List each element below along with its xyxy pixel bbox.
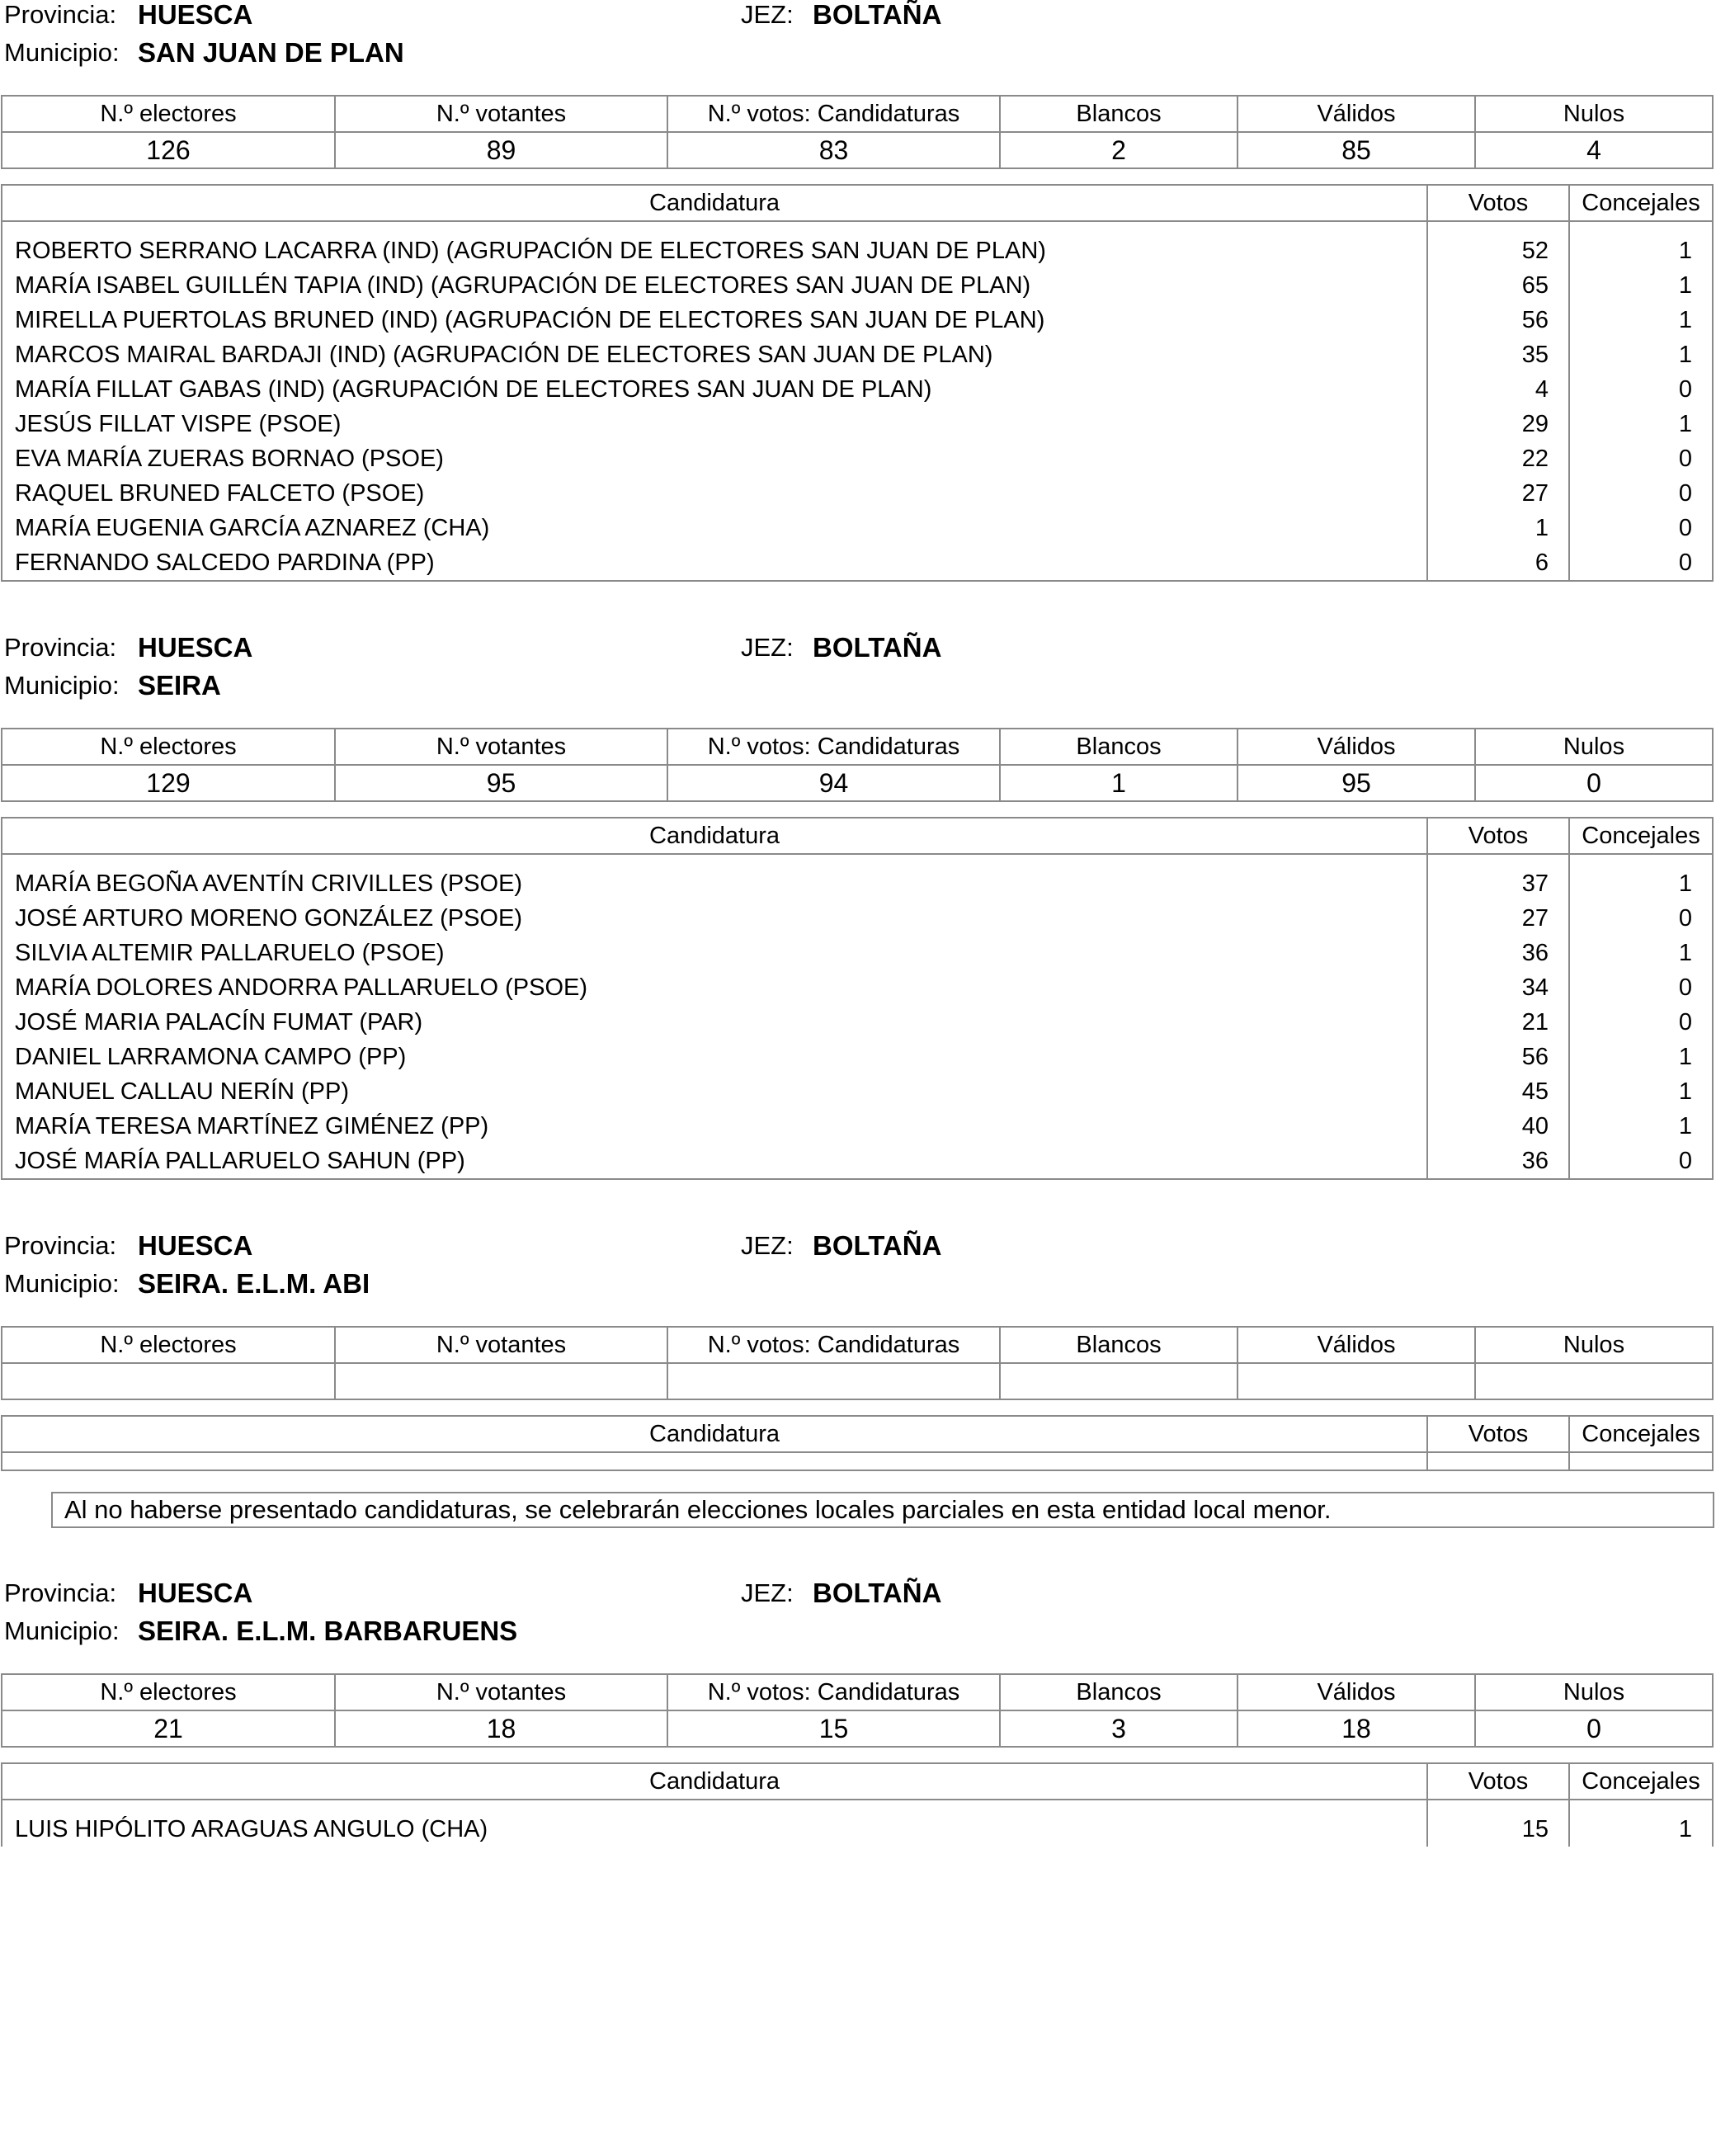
stats-value: [667, 1363, 1000, 1399]
candidate-votos: 27: [1427, 901, 1569, 936]
candidate-concejales: 0: [1569, 1005, 1713, 1040]
stats-header: Blancos: [1000, 729, 1238, 765]
provincia-value: HUESCA: [138, 0, 253, 30]
stats-value: 2: [1000, 132, 1238, 168]
stats-header: N.º votos: Candidaturas: [667, 96, 1000, 132]
provincia-value: HUESCA: [138, 632, 253, 663]
stats-header: N.º electores: [2, 729, 335, 765]
municipio-value: SEIRA. E.L.M. BARBARUENS: [138, 1616, 518, 1646]
candidate-name: FERNANDO SALCEDO PARDINA (PP): [2, 545, 1427, 581]
candidate-concejales: 0: [1569, 441, 1713, 476]
candidate-concejales: 1: [1569, 407, 1713, 441]
stats-value: 85: [1238, 132, 1475, 168]
stats-header: N.º votos: Candidaturas: [667, 729, 1000, 765]
stats-header: Nulos: [1475, 96, 1713, 132]
provincia-value: HUESCA: [138, 1230, 253, 1261]
candidate-name: MARÍA ISABEL GUILLÉN TAPIA (IND) (AGRUPACIÓN DE ELECTORES SAN JUAN DE PLAN): [2, 268, 1427, 303]
candidates-header-row: [2, 1763, 1713, 1800]
votos-header: Votos: [1427, 818, 1569, 854]
candidate-concejales: 0: [1569, 970, 1713, 1005]
candidate-concejales: 1: [1569, 1074, 1713, 1109]
votos-header: Votos: [1427, 1416, 1569, 1452]
candidate-row: [2, 970, 1713, 1005]
candidate-name: JOSÉ ARTURO MORENO GONZÁLEZ (PSOE): [2, 901, 1427, 936]
provincia-label: Provincia:: [4, 1231, 117, 1260]
jez-label: JEZ:: [741, 633, 794, 662]
stats-header: N.º votos: Candidaturas: [667, 1327, 1000, 1363]
candidate-row: [2, 441, 1713, 476]
municipality-section: [0, 1578, 1716, 2156]
candidate-row: [2, 476, 1713, 511]
stats-header: N.º electores: [2, 1674, 335, 1710]
stats-table: [1, 95, 1714, 169]
candidate-concejales: 1: [1569, 1800, 1713, 1847]
stats-header: N.º votantes: [335, 729, 667, 765]
candidate-row: [2, 1144, 1713, 1179]
candidate-row: [2, 1005, 1713, 1040]
candidates-table: [1, 817, 1714, 1180]
provincia-label: Provincia:: [4, 0, 117, 29]
candidate-name: ROBERTO SERRANO LACARRA (IND) (AGRUPACIÓN DE ELECTORES SAN JUAN DE PLAN): [2, 221, 1427, 268]
candidate-name: MANUEL CALLAU NERÍN (PP): [2, 1074, 1427, 1109]
stats-header-row: [2, 1674, 1713, 1710]
municipality-section: [0, 633, 1716, 1210]
candidate-votos: 1: [1427, 511, 1569, 545]
jez-label: JEZ:: [741, 1231, 794, 1260]
candidatura-header: Candidatura: [2, 1416, 1427, 1452]
candidate-votos: 15: [1427, 1800, 1569, 1847]
stats-value: 89: [335, 132, 667, 168]
stats-value: [1238, 1363, 1475, 1399]
candidate-concejales: 0: [1569, 476, 1713, 511]
candidate-row: [2, 511, 1713, 545]
municipality-section: [0, 0, 1716, 578]
candidate-concejales: 1: [1569, 337, 1713, 372]
stats-header: Válidos: [1238, 1327, 1475, 1363]
candidate-row: [2, 407, 1713, 441]
stats-value: 94: [667, 765, 1000, 801]
candidatura-header: Candidatura: [2, 185, 1427, 221]
concejales-header: Concejales: [1569, 1763, 1713, 1800]
candidate-row: [2, 545, 1713, 581]
candidates-table: [1, 1762, 1714, 1847]
stats-value: 3: [1000, 1710, 1238, 1747]
candidate-votos: 56: [1427, 303, 1569, 337]
stats-value: 126: [2, 132, 335, 168]
stats-header: Blancos: [1000, 96, 1238, 132]
candidate-votos: 56: [1427, 1040, 1569, 1074]
candidate-name: DANIEL LARRAMONA CAMPO (PP): [2, 1040, 1427, 1074]
stats-header: N.º votos: Candidaturas: [667, 1674, 1000, 1710]
municipio-label: Municipio:: [4, 1269, 120, 1298]
candidate-name: SILVIA ALTEMIR PALLARUELO (PSOE): [2, 936, 1427, 970]
candidate-concejales: 1: [1569, 1040, 1713, 1074]
candidate-concejales: 1: [1569, 303, 1713, 337]
candidate-name: MARÍA BEGOÑA AVENTÍN CRIVILLES (PSOE): [2, 854, 1427, 901]
candidate-name: MARCOS MAIRAL BARDAJI (IND) (AGRUPACIÓN DE ELECTORES SAN JUAN DE PLAN): [2, 337, 1427, 372]
stats-table: [1, 1326, 1714, 1400]
candidate-row: [2, 854, 1713, 901]
candidate-row: [2, 1074, 1713, 1109]
provincia-value: HUESCA: [138, 1578, 253, 1608]
candidates-table: [1, 184, 1714, 582]
candidate-concejales: 0: [1569, 372, 1713, 407]
stats-table: [1, 1673, 1714, 1748]
candidate-votos: 27: [1427, 476, 1569, 511]
stats-header: Válidos: [1238, 96, 1475, 132]
stats-value: 18: [335, 1710, 667, 1747]
stats-header: N.º votantes: [335, 1674, 667, 1710]
stats-header: N.º electores: [2, 1327, 335, 1363]
candidate-votos: 65: [1427, 268, 1569, 303]
candidate-name: RAQUEL BRUNED FALCETO (PSOE): [2, 476, 1427, 511]
candidate-row: [2, 1040, 1713, 1074]
stats-value: [335, 1363, 667, 1399]
candidates-header-row: [2, 1416, 1713, 1452]
stats-header-row: [2, 729, 1713, 765]
stats-header: N.º votantes: [335, 96, 667, 132]
provincia-label: Provincia:: [4, 1578, 117, 1607]
candidate-name: MARÍA EUGENIA GARCÍA AZNAREZ (CHA): [2, 511, 1427, 545]
candidate-votos: 45: [1427, 1074, 1569, 1109]
candidate-name: LUIS HIPÓLITO ARAGUAS ANGULO (CHA): [2, 1800, 1427, 1847]
candidate-votos: 40: [1427, 1109, 1569, 1144]
stats-header: Blancos: [1000, 1674, 1238, 1710]
stats-header: Blancos: [1000, 1327, 1238, 1363]
candidate-concejales: 1: [1569, 936, 1713, 970]
stats-header: N.º votantes: [335, 1327, 667, 1363]
notice-text: Al no haberse presentado candidaturas, se celebrarán elecciones locales parciales en esta entidad local menor.: [51, 1492, 1714, 1528]
jez-value: BOLTAÑA: [813, 0, 942, 30]
candidate-votos: 22: [1427, 441, 1569, 476]
candidates-header-row: [2, 818, 1713, 854]
candidate-votos: 29: [1427, 407, 1569, 441]
stats-value: 21: [2, 1710, 335, 1747]
candidate-name: MARÍA TERESA MARTÍNEZ GIMÉNEZ (PP): [2, 1109, 1427, 1144]
stats-value: [1475, 1363, 1713, 1399]
empty-cell: [2, 1452, 1427, 1470]
stats-table: [1, 728, 1714, 802]
candidatura-header: Candidatura: [2, 1763, 1427, 1800]
candidatura-header: Candidatura: [2, 818, 1427, 854]
municipio-value: SAN JUAN DE PLAN: [138, 37, 404, 68]
candidate-concejales: 0: [1569, 545, 1713, 581]
concejales-header: Concejales: [1569, 185, 1713, 221]
stats-header: Válidos: [1238, 1674, 1475, 1710]
candidate-concejales: 0: [1569, 1144, 1713, 1179]
jez-value: BOLTAÑA: [813, 632, 942, 663]
stats-value: [1000, 1363, 1238, 1399]
candidate-votos: 36: [1427, 936, 1569, 970]
candidate-name: EVA MARÍA ZUERAS BORNAO (PSOE): [2, 441, 1427, 476]
candidate-concejales: 1: [1569, 221, 1713, 268]
stats-value: 95: [1238, 765, 1475, 801]
candidate-row: [2, 936, 1713, 970]
candidate-row: [2, 303, 1713, 337]
candidate-votos: 37: [1427, 854, 1569, 901]
candidate-row: [2, 372, 1713, 407]
candidate-row: [2, 1109, 1713, 1144]
candidate-concejales: 1: [1569, 854, 1713, 901]
stats-value-row: [2, 1363, 1713, 1399]
stats-header: Nulos: [1475, 1674, 1713, 1710]
municipio-label: Municipio:: [4, 38, 120, 67]
candidates-table: [1, 1415, 1714, 1471]
stats-header-row: [2, 96, 1713, 132]
candidate-name: JOSÉ MARIA PALACÍN FUMAT (PAR): [2, 1005, 1427, 1040]
candidate-name: JESÚS FILLAT VISPE (PSOE): [2, 407, 1427, 441]
municipio-label: Municipio:: [4, 1616, 120, 1645]
votos-header: Votos: [1427, 185, 1569, 221]
candidate-row: [2, 337, 1713, 372]
empty-cell: [1569, 1452, 1713, 1470]
stats-value: 0: [1475, 765, 1713, 801]
stats-value: 129: [2, 765, 335, 801]
empty-cell: [1427, 1452, 1569, 1470]
jez-label: JEZ:: [741, 1578, 794, 1607]
stats-value: 1: [1000, 765, 1238, 801]
stats-header: Válidos: [1238, 729, 1475, 765]
stats-value: 95: [335, 765, 667, 801]
stats-value: 18: [1238, 1710, 1475, 1747]
candidate-votos: 6: [1427, 545, 1569, 581]
candidate-votos: 21: [1427, 1005, 1569, 1040]
candidate-votos: 35: [1427, 337, 1569, 372]
municipio-value: SEIRA. E.L.M. ABI: [138, 1268, 370, 1299]
stats-header: N.º electores: [2, 96, 335, 132]
stats-value-row: [2, 1710, 1713, 1747]
candidates-header-row: [2, 185, 1713, 221]
municipio-label: Municipio:: [4, 671, 120, 700]
candidate-name: JOSÉ MARÍA PALLARUELO SAHUN (PP): [2, 1144, 1427, 1179]
stats-value-row: [2, 132, 1713, 168]
candidate-row: [2, 221, 1713, 268]
stats-value: 83: [667, 132, 1000, 168]
candidate-concejales: 0: [1569, 511, 1713, 545]
empty-row: [2, 1452, 1713, 1470]
stats-value: 4: [1475, 132, 1713, 168]
stats-value: 15: [667, 1710, 1000, 1747]
stats-header-row: [2, 1327, 1713, 1363]
stats-value: [2, 1363, 335, 1399]
jez-label: JEZ:: [741, 0, 794, 29]
candidate-name: MARÍA DOLORES ANDORRA PALLARUELO (PSOE): [2, 970, 1427, 1005]
candidate-votos: 4: [1427, 372, 1569, 407]
concejales-header: Concejales: [1569, 818, 1713, 854]
candidate-row: [2, 268, 1713, 303]
jez-value: BOLTAÑA: [813, 1230, 942, 1261]
stats-value: 0: [1475, 1710, 1713, 1747]
candidate-name: MIRELLA PUERTOLAS BRUNED (IND) (AGRUPACIÓN DE ELECTORES SAN JUAN DE PLAN): [2, 303, 1427, 337]
municipio-value: SEIRA: [138, 670, 221, 701]
candidate-votos: 36: [1427, 1144, 1569, 1179]
candidate-concejales: 1: [1569, 1109, 1713, 1144]
candidate-votos: 52: [1427, 221, 1569, 268]
stats-header: Nulos: [1475, 729, 1713, 765]
candidate-name: MARÍA FILLAT GABAS (IND) (AGRUPACIÓN DE ELECTORES SAN JUAN DE PLAN): [2, 372, 1427, 407]
provincia-label: Provincia:: [4, 633, 117, 662]
stats-header: Nulos: [1475, 1327, 1713, 1363]
concejales-header: Concejales: [1569, 1416, 1713, 1452]
stats-value-row: [2, 765, 1713, 801]
votos-header: Votos: [1427, 1763, 1569, 1800]
candidate-row: [2, 1800, 1713, 1847]
candidate-concejales: 1: [1569, 268, 1713, 303]
jez-value: BOLTAÑA: [813, 1578, 942, 1608]
candidate-row: [2, 901, 1713, 936]
candidate-votos: 34: [1427, 970, 1569, 1005]
candidate-concejales: 0: [1569, 901, 1713, 936]
